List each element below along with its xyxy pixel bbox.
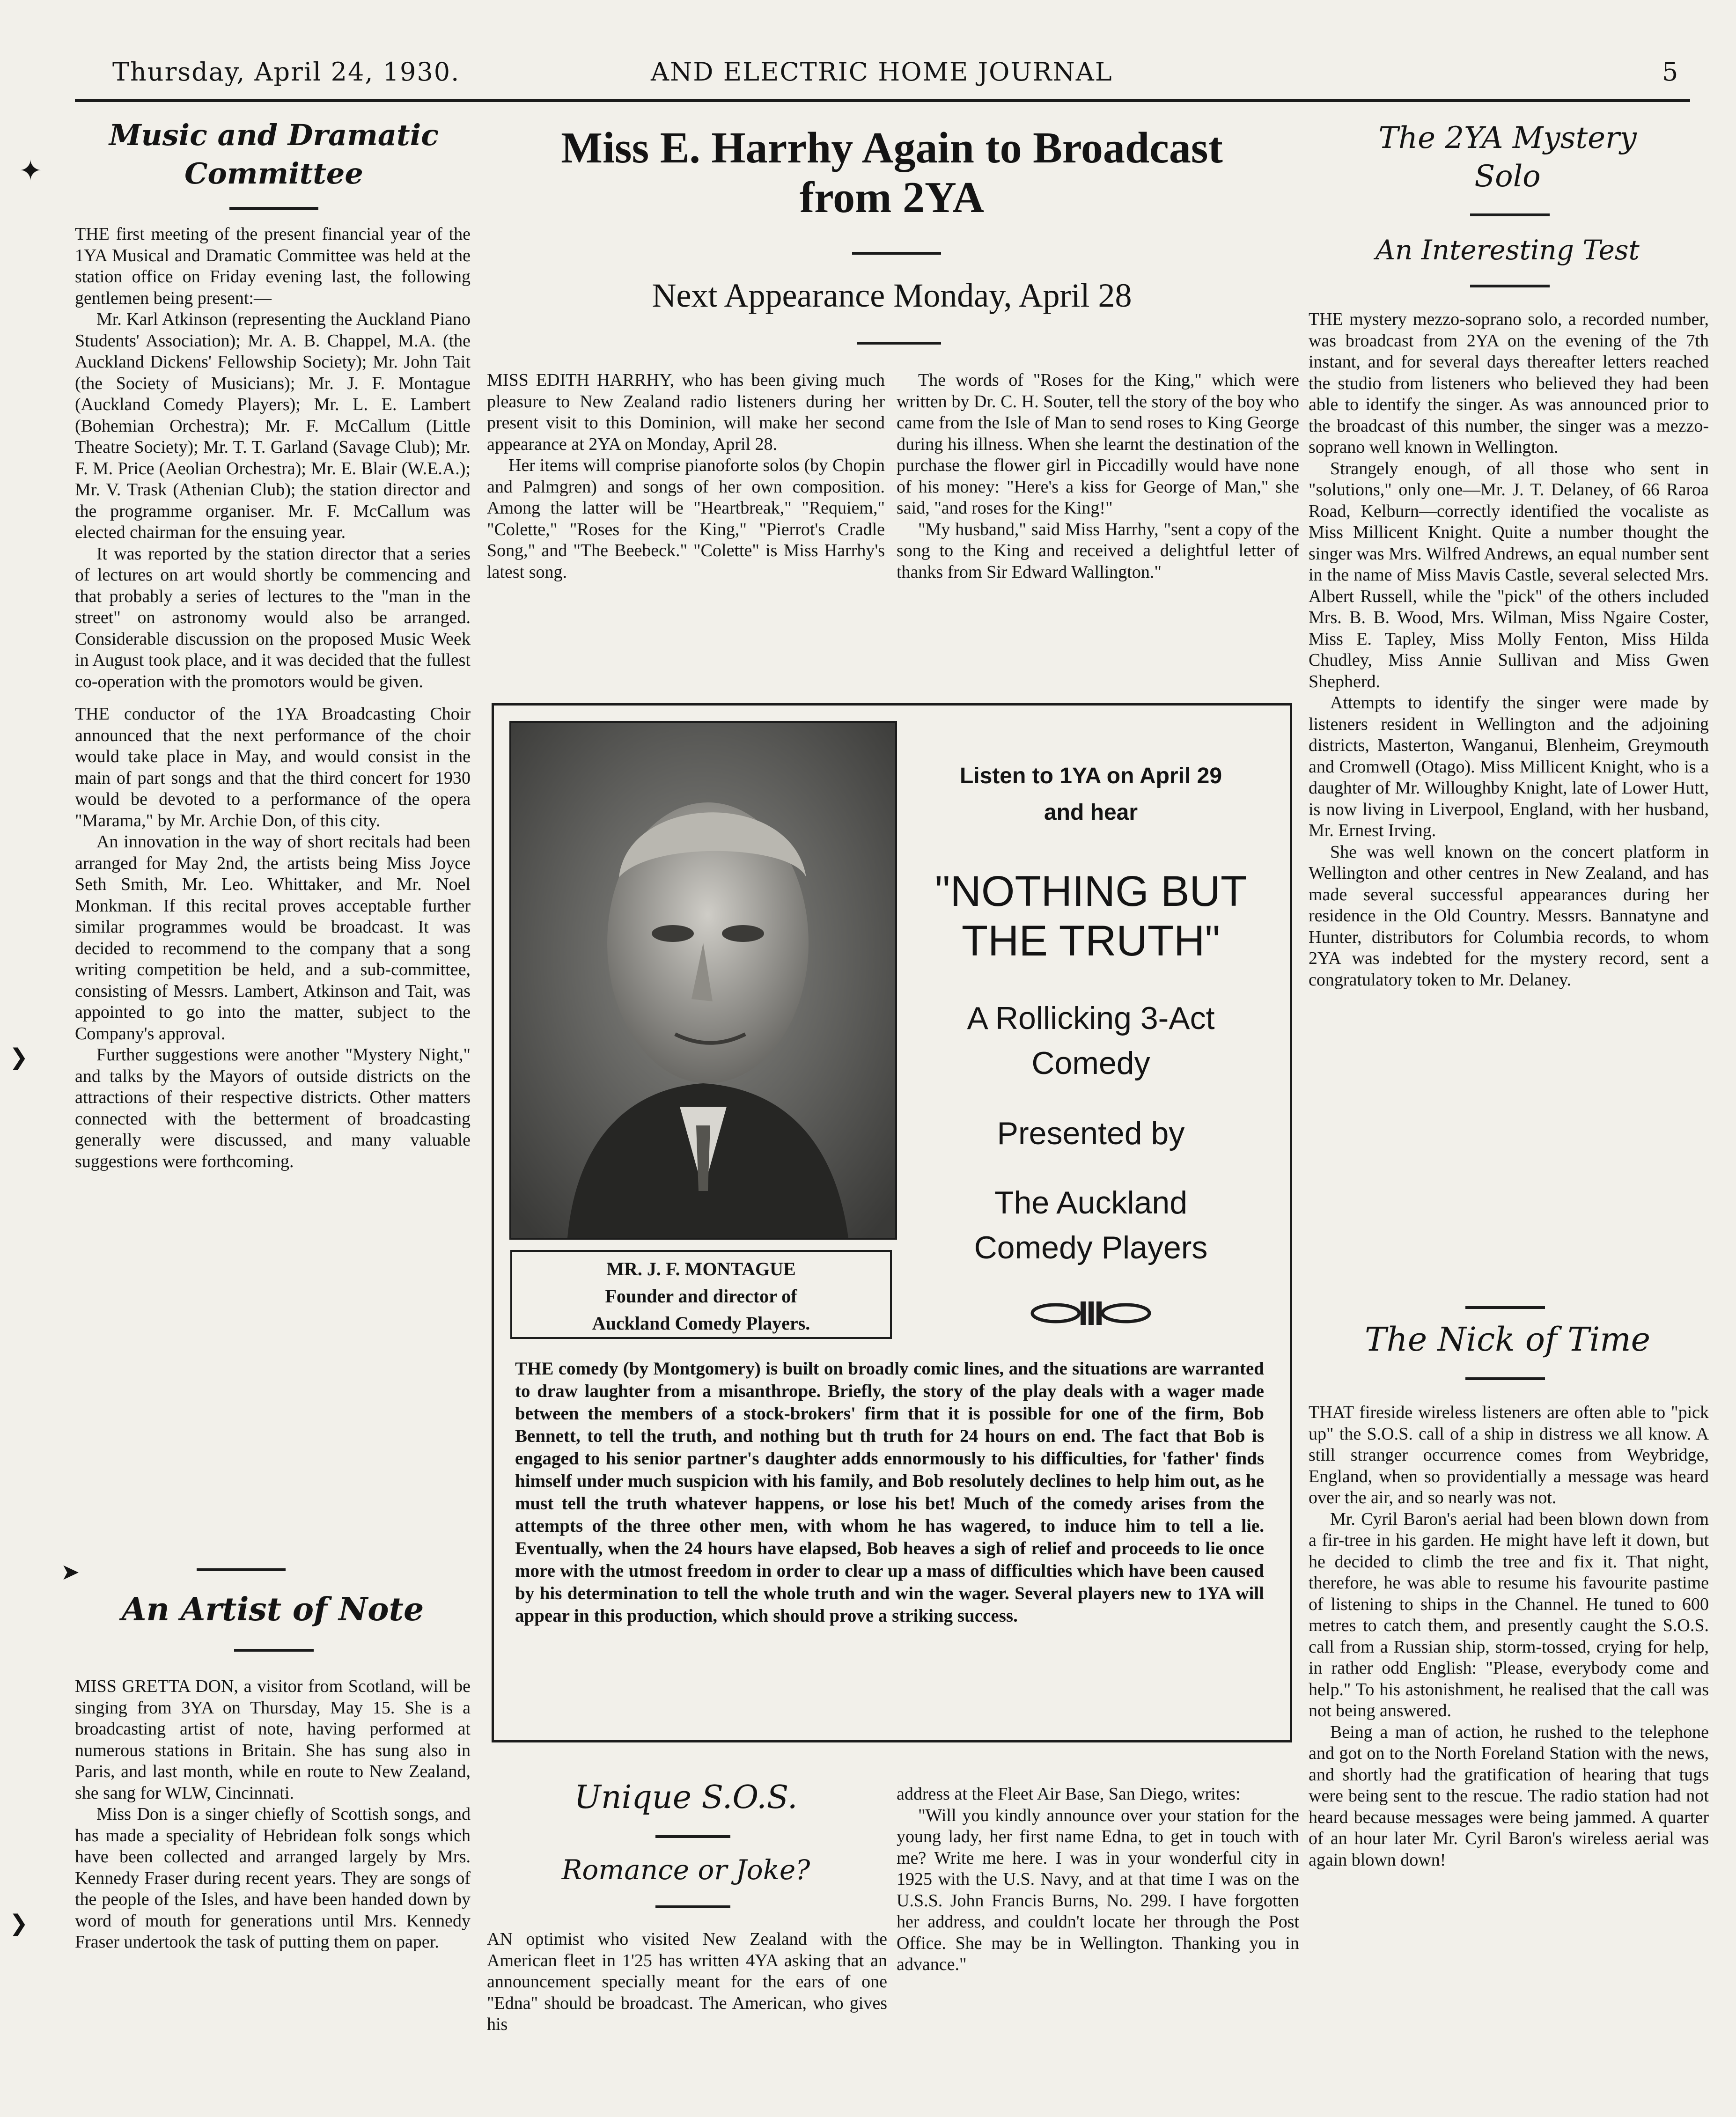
paragraph: The words of "Roses for the King," which were written by Dr. C. H. Souter, tell the story of the boy who came from the Isle of Man to send roses to King George during his illness. When she learnt the destination of the purchase the flower girl in Piccadilly would have none of his money: "Here's a kiss for George of Man," she said, "and roses for the King!": [897, 370, 1299, 518]
play-title-2: THE TRUTH": [961, 917, 1221, 965]
nick-of-time-title: The Nick of Time: [1364, 1320, 1651, 1359]
section-rule: [1465, 1377, 1545, 1380]
section-rule: [234, 1649, 314, 1652]
paragraph: She was well known on the concert platform in Wellington and other centres in New Zealand, and has made several successful appearances during her residence in the Old Country. Messrs. Bannatyne and Hunter, distributors for Columbia records, to whom 2YA was indebted for the mystery record, sent a congratulatory token to Mr. Delaney.: [1309, 842, 1709, 990]
paragraph: Being a man of action, he rushed to the telephone and got on to the North Foreland Station with the news, and shortly had the gratification of hearing that tugs were being sent to the rescue. The radio station had not heard because messages were being jammed. A quarter of an hour later Mr. Cyril Baron's wireless aerial was again blown down!: [1309, 1722, 1709, 1870]
nick-of-time-body: [1309, 1402, 1709, 1871]
artist-of-note-body: [75, 1676, 471, 1953]
section-rule: [1470, 285, 1550, 287]
paragraph: THE first meeting of the present financial year of the 1YA Musical and Dramatic Committee was held at the station office on Friday evening last, the following gentlemen being present:—: [75, 224, 471, 308]
portrait-image: [511, 723, 895, 1238]
listen-line-1: Listen to 1YA on April 29: [959, 764, 1222, 788]
unique-sos-subtitle: Romance or Joke?: [561, 1854, 810, 1886]
unique-sos-body-right: [897, 1784, 1299, 1976]
paragraph: MISS EDITH HARRHY, who has been giving much pleasure to New Zealand radio listeners during her present visit to this Dominion, will make her second appearance at 2YA on Monday, April 28.: [487, 370, 885, 454]
players-line-2: Comedy Players: [974, 1230, 1208, 1265]
paragraph: Her items will comprise pianoforte solos (by Chopin and Palmgren) and songs of her own composition. Among the latter will be "Heartbreak," "Requiem," "Colette," "Roses for the King," "Pierrot's Cradle Song," and "The Beebeck." "Colette" is Miss Harrhy's latest song.: [487, 456, 885, 582]
unique-sos-title: Unique S.O.S.: [574, 1779, 798, 1816]
paragraph: "My husband," said Miss Harrhy, "sent a copy of the song to the King and received a delightful letter of thanks from Sir Edward Wallington.": [897, 519, 1299, 582]
mystery-solo-title-2: Solo: [1474, 159, 1541, 194]
mystery-solo-body: [1309, 309, 1709, 991]
margin-mark: ✦: [19, 154, 43, 187]
mystery-solo-title-1: The 2YA Mystery: [1378, 121, 1637, 155]
portrait-caption: [510, 1250, 892, 1339]
section-rule: [655, 1905, 730, 1908]
paragraph: "Will you kindly announce over your station for the young lady, her first name Edna, to get in touch with me? Write me here. I was in your wonderful city in 1925 with the U.S. Navy, and at that time I was on the U.S.S. John Francis Burns, No. 299. I have forgotten her address, and couldn't locate her through the Post Office. She may be in Wellington. Thanking you in advance.": [897, 1805, 1299, 1974]
paragraph: An innovation in the way of short recitals had been arranged for May 2nd, the artists being Miss Joyce Seth Smith, Mr. Leo. Whittaker, and Mr. Noel Monkman. If this recital proves acceptable further similar programmes would be broadcast. It was decided to recommend to the company that a song writing competition be held, and a sub-committee, consisting of Messrs. Lambert, Atkinson and Tait, was appointed to go into the matter, subject to the Company's approval.: [75, 832, 471, 1044]
section-rule: [229, 207, 318, 210]
section-rule: [857, 342, 941, 345]
section-rule: [197, 1568, 286, 1571]
paragraph: THE conductor of the 1YA Broadcasting Choir announced that the next performance of the choir would take place in May, and would consist in the main of part songs and that the third concert for 1930 would be devoted to a performance of the opera "Marama," by Mr. Archie Don, of this city.: [75, 704, 471, 831]
section-rule: [1465, 1306, 1545, 1309]
paragraph: It was reported by the station director that a series of lectures on art would shortly be commencing and that probably a series of lectures to the "man in the street" on astronomy would also be arranged. Considerable discussion on the proposed Music Week in August took place, and it was decided that the fullest co-operation with the promotors would be given.: [75, 544, 471, 691]
listen-line-2: and hear: [1044, 800, 1138, 825]
paragraph: address at the Fleet Air Base, San Diego, writes:: [897, 1784, 1241, 1804]
page-number: 5: [1662, 57, 1679, 87]
margin-mark: ❯: [9, 1910, 29, 1936]
margin-mark: ➤: [61, 1559, 80, 1585]
paragraph: AN optimist who visited New Zealand with the American fleet in 1'25 has written 4YA asking that an announcement specially meant for the ears of one "Edna" should be broadcast. The American, who gives his: [487, 1929, 887, 2034]
artist-of-note-title: An Artist of Note: [121, 1591, 424, 1628]
music-committee-body: [75, 224, 471, 1172]
harrhy-body-right: [897, 370, 1299, 583]
journal-title: AND ELECTRIC HOME JOURNAL: [651, 57, 1113, 87]
paragraph: MISS GRETTA DON, a visitor from Scotland, will be singing from 3YA on Thursday, May 15. She is a broadcasting artist of note, having performed at numerous stations in Britain. She has sung also in Paris, and last month, while en route to New Zealand, she sang for WLW, Cincinnati.: [75, 1676, 471, 1803]
presented-by: Presented by: [997, 1116, 1185, 1151]
paragraph: Miss Don is a singer chiefly of Scottish songs, and has made a speciality of Hebridean folk songs which have been collected and arranged largely by Mrs. Kennedy Fraser during recent years. They are songs of the people of the Isles, and have been handed down by word of mouth for generations until Mrs. Kennedy Fraser undertook the task of putting them on paper.: [75, 1804, 471, 1952]
paragraph: Mr. Cyril Baron's aerial had been blown down from a fir-tree in his garden. He might have left it down, but he decided to climb the tree and fix it. That night, therefore, he was able to resume his favourite pastime of listening to ships in the Channel. He tuned to 600 metres to catch them, and presently caught the S.O.S. call from a Russian ship, storm-tossed, crying for help, in rather odd English: "Please, everybody come and help." To his astonishment, he realised that the call was not being answered.: [1309, 1509, 1709, 1720]
paragraph: Attempts to identify the singer were made by listeners resident in Wellington and the adjoining districts, Masterton, Wanganui, Blenheim, Greymouth and Cromwell (Otago). Miss Millicent Knight, who is a daughter of Mr. Willoughby Knight, late of Lower Hutt, is now living in Liverpool, England, with her husband, Mr. Ernest Irving.: [1309, 693, 1709, 840]
paragraph: Strangely enough, of all those who sent in "solutions," only one—Mr. J. T. Delaney, of 66 Raroa Road, Kelburn—correctly identified the vocaliste as Miss Millicent Knight. Quite a number thought the singer was Mrs. Wilfred Andrews, an equal number sent in the name of Miss Mavis Castle, several selected Mrs. Albert Russell, while the "pick" of the others included Mrs. B. B. Wood, Mrs. Wilman, Miss Ngaire Coster, Miss E. Tapley, Miss Molly Fenton, Miss Hilda Chudley, Miss Annie Sullivan and Miss Gwen Shepherd.: [1309, 458, 1709, 691]
paragraph: Further suggestions were another "Mystery Night," and talks by the Mayors of outside districts on the attractions of their respective districts. Other matters connected with the betterment of broadcasting generally were discussed, and many valuable suggestions were forthcoming.: [75, 1045, 471, 1171]
paragraph: THAT fireside wireless listeners are often able to "pick up" the S.O.S. call of a ship in distress we all know. A still stranger occurrence comes from Weybridge, England, when so providentially a message was heard over the air, and so nearly was not.: [1309, 1403, 1709, 1507]
paragraph: THE mystery mezzo-soprano solo, a recorded number, was broadcast from 2YA on the evening of the 7th instant, and for several days thereafter letters reached the studio from listeners who believed they had been able to identify the singer. As was announced prior to the broadcast of this number, the singer was a mezzo-soprano well known in Wellington.: [1309, 309, 1709, 457]
mystery-solo-subtitle: An Interesting Test: [1376, 234, 1640, 266]
comedy-description: THE comedy (by Montgomery) is built on broadly comic lines, and the situations are warranted to draw laughter from a misanthrope. Briefly, the story of the play deals with a wager made between the members of a stock-brokers' firm that it is possible for one of the firm, Bob Bennett, to tell the truth, and nothing but th truth for 24 hours on end. The fact that Bob is engaged to his senior partner's daughter adds ennormously to his difficulties, for 'father' finds himself under much suspicion with his family, and Bob resolutely declines to help him out, as he must tell the truth whatever happens, or lose his bet! Much of the comedy arises from the attempts of the three other men, with whom he has wagered, to induce him to tell a lie. Eventually, when the 24 hours have elapsed, Bob heaves a sigh of relief and proceeds to lie once more with the utmost freedom in order to clear up a mass of difficulties which have been caused by his determination to tell the whole truth and win the wager. Several players new to 1YA will appear in this production, which should prove a striking success.: [515, 1359, 1264, 1626]
harrhy-subtitle: Next Appearance Monday, April 28: [652, 277, 1132, 314]
music-committee-title-1: Music and Dramatic: [109, 118, 439, 152]
caption-org: Auckland Comedy Players.: [592, 1313, 810, 1334]
harrhy-body-left: [487, 370, 885, 583]
comedy-line-1: A Rollicking 3-Act: [967, 1000, 1215, 1036]
ornament-icon: [1030, 1297, 1152, 1330]
caption-role: Founder and director of: [605, 1286, 797, 1307]
paragraph: Mr. Karl Atkinson (representing the Auckland Piano Students' Association); Mr. A. B. Chappel, M.A. (the Auckland Dickens' Fellowship Society); Mr. John Tait (the Society of Musicians); Mr. J. F. Montague (Auckland Comedy Players); Mr. L. E. Lambert (Bohemian Orchestra); Mr. F. McCallum (Little Theatre Society); Mr. T. T. Garland (Savage Club); Mr. F. M. Price (Aeolian Orchestra); Mr. E. Blair (W.E.A.); Mr. V. Trask (Athenian Club); the station director and the programme organiser. Mr. F. McCallum was elected chairman for the ensuing year.: [75, 309, 471, 542]
caption-name: MR. J. F. MONTAGUE: [606, 1258, 796, 1279]
players-line-1: The Auckland: [994, 1185, 1188, 1220]
montague-portrait: [509, 721, 897, 1240]
section-rule: [1470, 213, 1550, 216]
harrhy-headline-1: Miss E. Harrhy Again to Broadcast: [561, 124, 1223, 172]
play-title-1: "NOTHING BUT: [934, 867, 1247, 915]
music-committee-title-2: Committee: [184, 156, 363, 191]
page-date: Thursday, April 24, 1930.: [112, 57, 460, 87]
margin-mark: ❯: [9, 1044, 29, 1070]
harrhy-headline-2: from 2YA: [799, 173, 985, 222]
comedy-line-2: Comedy: [1031, 1045, 1150, 1081]
section-rule: [655, 1835, 730, 1838]
header-rule: [75, 99, 1690, 102]
section-rule: [852, 252, 941, 255]
unique-sos-body-left: [487, 1929, 887, 2036]
